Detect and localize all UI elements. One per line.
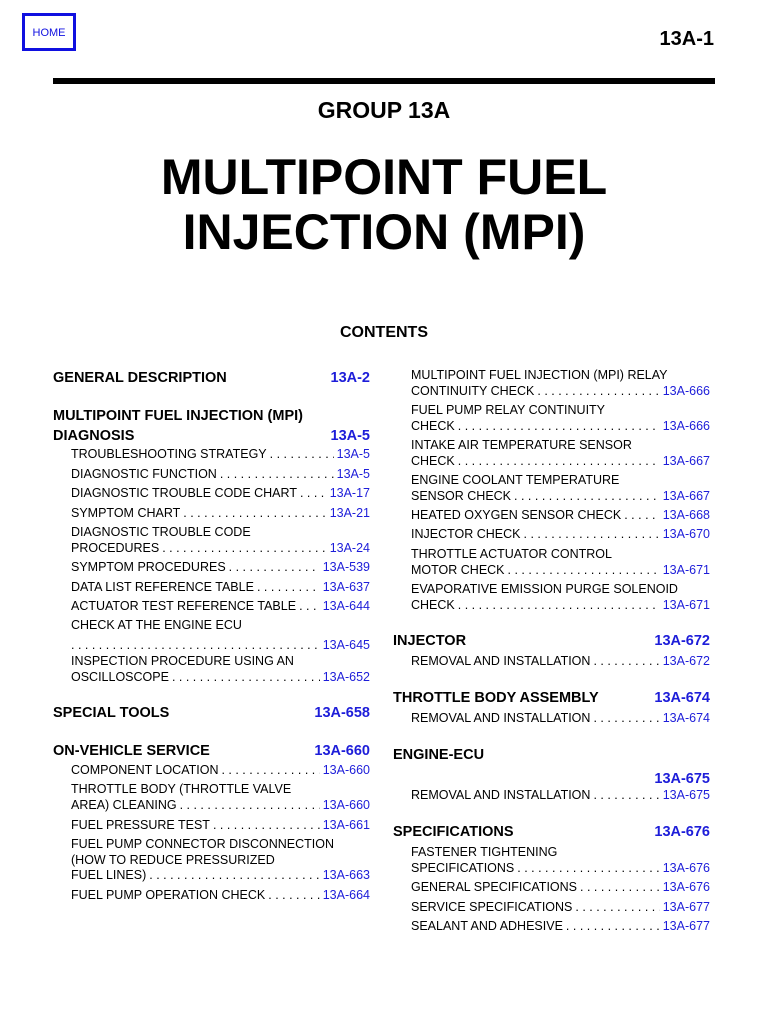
toc-item-label: MOTOR CHECK — [411, 562, 505, 577]
toc-item[interactable] — [53, 580, 370, 596]
toc-item-label: GENERAL SPECIFICATIONS — [411, 880, 578, 894]
toc-item[interactable] — [53, 525, 370, 556]
toc-item[interactable] — [393, 900, 710, 916]
toc-page-link[interactable]: 13A-539 — [322, 560, 370, 574]
toc-item[interactable] — [53, 447, 370, 463]
toc-on-vehicle-service[interactable] — [53, 741, 370, 761]
toc-item-label: THROTTLE ACTUATOR CONTROL — [411, 547, 612, 561]
dot-leader — [517, 861, 659, 877]
toc-item-label: DIAGNOSTIC TROUBLE CODE CHART — [71, 486, 297, 500]
toc-page-link[interactable]: 13A-670 — [662, 527, 710, 541]
toc-page-link[interactable]: 13A-668 — [662, 508, 710, 522]
toc-page-link[interactable]: 13A-2 — [330, 370, 370, 386]
dot-leader — [270, 447, 334, 463]
toc-page-link[interactable]: 13A-24 — [329, 540, 370, 555]
dot-leader — [221, 763, 319, 779]
toc-item[interactable] — [53, 837, 370, 884]
page-title — [0, 150, 768, 260]
page-number: 13A-1 — [659, 28, 714, 50]
toc-item-label: PROCEDURES — [71, 540, 160, 555]
toc-item[interactable] — [393, 368, 710, 399]
toc-item[interactable] — [53, 654, 370, 685]
dot-leader — [575, 900, 659, 916]
toc-item-label: REMOVAL AND INSTALLATION — [411, 788, 591, 802]
toc-item[interactable] — [393, 845, 710, 876]
toc-label: DIAGNOSIS — [53, 428, 135, 444]
toc-label: MULTIPOINT FUEL INJECTION (MPI) — [53, 408, 303, 424]
toc-page-link[interactable]: 13A-676 — [662, 880, 710, 894]
toc-item-label: FUEL PRESSURE TEST — [71, 818, 210, 832]
toc-page-link[interactable]: 13A-5 — [336, 467, 370, 481]
toc-item[interactable] — [393, 582, 710, 613]
dot-leader — [149, 868, 319, 884]
toc-item[interactable] — [53, 486, 370, 502]
toc-page-link[interactable]: 13A-676 — [654, 824, 710, 840]
dot-leader — [624, 508, 660, 524]
toc-item-label: CONTINUITY CHECK — [411, 383, 535, 398]
toc-page-link[interactable]: 13A-675 — [662, 788, 710, 802]
toc-item[interactable] — [53, 506, 370, 522]
toc-page-link[interactable]: 13A-664 — [322, 888, 370, 902]
dot-leader — [537, 384, 659, 400]
toc-item[interactable] — [393, 508, 710, 524]
toc-page-link[interactable]: 13A-637 — [322, 580, 370, 594]
toc-page-link[interactable]: 13A-666 — [662, 383, 710, 398]
toc-item[interactable] — [393, 919, 710, 935]
dot-leader — [220, 467, 334, 483]
toc-page-link[interactable]: 13A-667 — [662, 453, 710, 468]
toc-item[interactable] — [53, 599, 370, 615]
home-button[interactable]: HOME — [22, 13, 76, 51]
dot-leader — [566, 919, 660, 935]
toc-item-label: REMOVAL AND INSTALLATION — [411, 654, 591, 668]
toc-item-label: ACTUATOR TEST REFERENCE TABLE — [71, 599, 297, 613]
toc-item-label: ENGINE COOLANT TEMPERATURE — [411, 473, 620, 487]
toc-item[interactable] — [393, 527, 710, 543]
toc-item-label: CHECK — [411, 453, 455, 468]
toc-item-label: INTAKE AIR TEMPERATURE SENSOR — [411, 438, 632, 452]
toc-special-tools[interactable] — [53, 703, 370, 723]
toc-item[interactable] — [53, 467, 370, 483]
toc-item[interactable] — [393, 711, 710, 727]
dot-leader — [183, 506, 326, 522]
toc-page-link[interactable]: 13A-677 — [662, 919, 710, 933]
dot-leader — [593, 711, 659, 727]
toc-label: GENERAL DESCRIPTION — [53, 370, 227, 386]
toc-page-link[interactable]: 13A-674 — [662, 711, 710, 725]
toc-item[interactable] — [393, 547, 710, 578]
dot-leader — [268, 888, 319, 904]
dot-leader — [162, 541, 326, 557]
toc-label: THROTTLE BODY ASSEMBLY — [393, 690, 599, 706]
dot-leader — [593, 788, 659, 804]
toc-item-label: REMOVAL AND INSTALLATION — [411, 711, 591, 725]
dot-leader — [71, 638, 320, 654]
toc-item[interactable] — [393, 438, 710, 469]
toc-item-label: COMPONENT LOCATION — [71, 763, 219, 777]
dot-leader — [508, 563, 660, 579]
dot-leader — [229, 560, 320, 576]
dot-leader — [257, 580, 320, 596]
toc-item-label: CHECK — [411, 597, 455, 612]
toc-item-label: EVAPORATIVE EMISSION PURGE SOLENOID — [411, 582, 678, 596]
toc-specifications[interactable] — [393, 822, 710, 842]
toc-page-link[interactable]: 13A-644 — [322, 599, 370, 613]
toc-page-link[interactable]: 13A-672 — [662, 654, 710, 668]
toc-item-label: FUEL PUMP CONNECTOR DISCONNECTION — [71, 837, 334, 851]
toc-page-link[interactable]: 13A-674 — [654, 690, 710, 706]
toc-page-link[interactable]: 13A-663 — [322, 868, 370, 882]
toc-item[interactable] — [393, 654, 710, 670]
toc-item[interactable] — [393, 403, 710, 434]
toc-page-link[interactable]: 13A-17 — [329, 486, 370, 500]
toc-page-link[interactable]: 13A-672 — [654, 633, 710, 649]
toc-item[interactable] — [53, 763, 370, 779]
toc-page-link[interactable]: 13A-660 — [322, 797, 370, 812]
toc-label: SPECIAL TOOLS — [53, 705, 170, 721]
dot-leader — [458, 454, 660, 470]
toc-page-link[interactable]: 13A-677 — [662, 900, 710, 914]
toc-item-label: DIAGNOSTIC TROUBLE CODE — [71, 525, 251, 539]
toc-item[interactable] — [393, 788, 710, 804]
dot-leader — [580, 880, 660, 896]
dot-leader — [299, 599, 320, 615]
toc-page-link[interactable]: 13A-652 — [322, 669, 370, 684]
dot-leader — [458, 419, 660, 435]
toc-page-link[interactable]: 13A-671 — [662, 562, 710, 577]
toc-item-label: CHECK — [411, 418, 455, 433]
toc-label: SPECIFICATIONS — [393, 824, 514, 840]
toc-item-label: SENSOR CHECK — [411, 488, 512, 503]
toc-general-description[interactable] — [53, 368, 370, 388]
dot-leader — [213, 818, 320, 834]
toc-page-link[interactable]: 13A-5 — [336, 447, 370, 461]
toc-label: INJECTOR — [393, 633, 467, 649]
toc-page-link[interactable]: 13A-5 — [330, 428, 370, 444]
toc-item[interactable] — [53, 888, 370, 904]
dot-leader — [180, 798, 320, 814]
toc-item-label: DIAGNOSTIC FUNCTION — [71, 467, 217, 481]
page-title-line-1: MULTIPOINT FUEL — [160, 149, 608, 205]
toc-page-link[interactable]: 13A-658 — [314, 705, 370, 721]
toc-item[interactable] — [53, 618, 370, 653]
toc-item-label: OSCILLOSCOPE — [71, 669, 169, 684]
toc-page-link[interactable]: 13A-666 — [662, 418, 710, 433]
toc-engine-ecu[interactable] — [393, 745, 710, 789]
toc-item-label: TROUBLESHOOTING STRATEGY — [71, 447, 267, 461]
toc-item-label: FUEL PUMP OPERATION CHECK — [71, 888, 266, 902]
toc-item-label: HEATED OXYGEN SENSOR CHECK — [411, 508, 622, 522]
toc-item-label: SPECIFICATIONS — [411, 860, 515, 875]
toc-page-link[interactable]: 13A-21 — [329, 506, 370, 520]
toc-page-link[interactable]: 13A-660 — [314, 743, 370, 759]
toc-item-label: SEALANT AND ADHESIVE — [411, 919, 563, 933]
toc-item-label: FUEL PUMP RELAY CONTINUITY — [411, 403, 606, 417]
toc-item[interactable] — [393, 880, 710, 896]
toc-item-label: (HOW TO REDUCE PRESSURIZED — [71, 852, 275, 867]
toc-item-label: FUEL LINES) — [71, 868, 147, 882]
toc-item[interactable] — [53, 782, 370, 813]
toc-page-link[interactable]: 13A-660 — [322, 763, 370, 777]
dot-leader — [458, 598, 660, 614]
page-title-line-2: INJECTION (MPI) — [182, 204, 586, 260]
toc-mpi-diagnosis[interactable] — [53, 406, 370, 446]
toc-page-link[interactable]: 13A-675 — [654, 771, 710, 787]
toc-page-link[interactable]: 13A-671 — [662, 597, 710, 612]
dot-leader — [524, 527, 660, 543]
toc-item[interactable] — [393, 473, 710, 504]
toc-item-label: AREA) CLEANING — [71, 797, 177, 812]
toc-item-label: SERVICE SPECIFICATIONS — [411, 900, 573, 914]
toc-item-label: INJECTOR CHECK — [411, 527, 521, 541]
dot-leader — [300, 486, 327, 502]
toc-item-label: INSPECTION PROCEDURE USING AN — [71, 654, 294, 668]
contents-heading: CONTENTS — [340, 324, 428, 341]
dot-leader — [172, 670, 320, 686]
toc-item[interactable] — [53, 818, 370, 834]
toc-item-label: CHECK AT THE ENGINE ECU — [71, 618, 242, 632]
toc-page-link[interactable]: 13A-661 — [322, 818, 370, 832]
toc-injector[interactable] — [393, 631, 710, 651]
toc-page-link[interactable]: 13A-667 — [662, 488, 710, 503]
header-rule — [53, 78, 715, 84]
toc-label: ON-VEHICLE SERVICE — [53, 743, 210, 759]
dot-leader — [593, 654, 659, 670]
toc-item[interactable] — [53, 560, 370, 576]
toc-page-link[interactable]: 13A-676 — [662, 860, 710, 875]
toc-throttle-body-assembly[interactable] — [393, 688, 710, 708]
toc-item-label: MULTIPOINT FUEL INJECTION (MPI) RELAY — [411, 368, 668, 382]
toc-item-label: FASTENER TIGHTENING — [411, 845, 558, 859]
toc-page-link[interactable]: 13A-645 — [322, 637, 370, 652]
dot-leader — [514, 489, 660, 505]
toc-label: ENGINE-ECU — [393, 747, 485, 763]
group-title: GROUP 13A — [317, 97, 451, 123]
toc-item-label: DATA LIST REFERENCE TABLE — [71, 580, 254, 594]
toc-item-label: SYMPTOM PROCEDURES — [71, 560, 226, 574]
toc-item-label: THROTTLE BODY (THROTTLE VALVE — [71, 782, 292, 796]
toc-item-label: SYMPTOM CHART — [71, 506, 181, 520]
